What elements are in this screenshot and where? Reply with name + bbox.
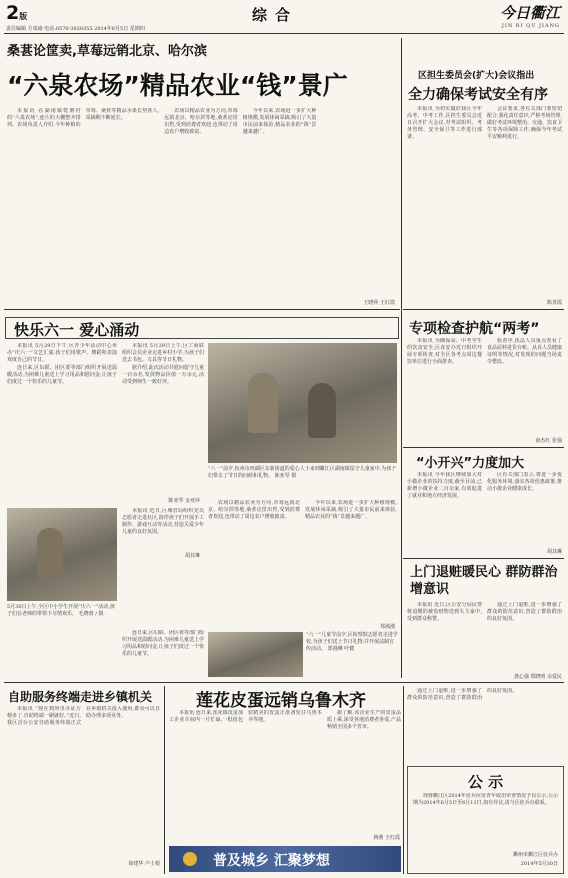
lead-byline: 王晓萍 王红霞: [363, 300, 395, 306]
notice-date: 2014年5月30日: [520, 861, 558, 867]
lead-paragraph: 本报讯 在湖南镇乾塘村的“六泉农场”,连片的大棚整齐排列。农场负责人介绍,今年种植的草莓、桑葚等精品水果长势喜人,采摘期不断延长。: [7, 108, 160, 128]
shangmen-title: 上门退赃暖民心 群防群治增意识: [410, 565, 558, 597]
page-number-unit: 版: [19, 12, 28, 21]
photo-3-caption: [306, 632, 398, 678]
notice-box: [407, 766, 564, 874]
section-rule-right: [403, 309, 564, 310]
zizhu-body: [7, 706, 160, 852]
page-number-digit: 2: [6, 2, 20, 24]
liangkao-paragraph: 检查中,执法人员重点查看了食品原料进货台账、从业人员健康证明等情况,对发现的问题当场责令整改。: [487, 338, 562, 365]
liangkao-body: [407, 338, 562, 434]
column-divider: [164, 686, 165, 874]
ad-logo: [183, 852, 197, 866]
lead-paragraph: 农场以精品农业为方向,草莓远销北京、哈尔滨等地,桑葚论筐出售,受到消费者欢迎,也带动了周边农户增收致富。: [164, 108, 238, 135]
lianhua-paragraph: 据了解,该企业生产的皮蛋品质上乘,深受各地消费者喜爱,产品畅销全国多个省市。: [327, 710, 401, 730]
kuaile-extra-body: [208, 500, 397, 620]
editor-line: 责任编辑 方成瑜 电话:0570-3838355 2014年6月5日 星期四: [6, 26, 145, 32]
notice-signer: 衢州市衢江区征兵办: [512, 852, 558, 858]
shangmen-paragraph: 本报讯 近日,区公安分局民警将追缴的被盗财物送到失主家中,受到群众称赞。: [407, 602, 482, 622]
lead-title: “六泉农场”精品农业“钱”景广: [7, 71, 348, 100]
section-title: 综合: [252, 6, 299, 24]
photo-1-caption: [208, 466, 397, 494]
zizhu-title: 自助服务终端走进乡镇机关: [8, 690, 153, 704]
kuaile-paragraph: 据介绍,此次活动共慰问留守儿童一百余名,发放物品价值一万余元,活动受到师生一致好评。: [122, 365, 204, 385]
xiaoxing-paragraph: 本报讯 今年我区继续加大对小微企业的扶持力度,截至目前,已新增小微企业二百余家,有效促进了就业和地方经济发展。: [407, 472, 482, 499]
meeting-paragraph: 本报讯 为切实做好我区今年高考、中考工作,区担生委员会近日召开扩大会议,对考试组织、考务管理、安全保卫等工作进行部署。: [407, 106, 482, 140]
xiaoxing-title: “小开兴”力度加大: [416, 456, 525, 471]
kuaile-paragraph: 本报讯 5月29日下午,区青少年活动中心举办“庆六一”文艺汇演,孩子们用歌声、舞蹈和表演欢度自己的节日。: [7, 343, 117, 363]
xiaoxing-byline: 胡其琳: [546, 549, 562, 555]
photo-1-caption-text: “六一”前夕,杭州市西湖区东新街道的爱心人士来到衢江区湖南镇留守儿童家中,为孩子们带去了节日的问候和礼物。: [208, 466, 397, 479]
bottom-rule: [4, 682, 564, 683]
kuaile-title: 快乐六一 爱心涌动: [14, 321, 140, 339]
meeting-body: [407, 106, 562, 296]
photo-2-caption: [7, 604, 117, 630]
page-number: [6, 2, 27, 24]
liangkao-paragraph: 本报讯 为确保高、中考学生的饮食安全,区食安办近日组织开展专项检查,对全区各考点周边餐饮单位进行全面排查。: [407, 338, 482, 365]
photo-3-caption-text: “六一”儿童节前夕,区检察院志愿者走进学校,为孩子们送上节日礼物,并开展法制宣传活动。: [306, 632, 398, 652]
meeting-title: 全力确保考试安全有序: [408, 87, 548, 103]
lead-paragraph: 今年以来,农场进一步扩大种植规模,发展休闲采摘,吸引了大量市民前来体验,精品农业的“钱”景越来越广。: [242, 108, 317, 135]
lead-kicker: 桑葚论筐卖,草莓远销北京、哈尔滨: [7, 44, 207, 59]
kuaile-paragraph: 今年以来,农场进一步扩大种植规模,发展休闲采摘,吸引了大量市民前来体验,精品农业的“钱”景越来越广。: [305, 500, 397, 520]
shangmen-body: [407, 602, 562, 672]
photo-2-credit: 毛晓蓉 / 摄: [78, 611, 104, 617]
masthead-rule: [4, 33, 564, 34]
brand-pinyin: JIN RI QU JIANG: [501, 23, 560, 29]
brand-logo-text: 今日衢江: [499, 4, 560, 22]
notice-paragraph: 现将衢江区2014年征兵应征青年政治审查情况予以公示,公示期为2014年6月5日至6月11日,如有异议,请与区征兵办联系。: [413, 793, 558, 806]
kuaile-body: [7, 343, 117, 505]
kuaile-title-box: [5, 317, 399, 339]
shangmen-tail-body: [407, 688, 562, 760]
kuaile-body-2b: [122, 508, 204, 618]
column-divider: [401, 38, 402, 678]
photo-3: [208, 632, 303, 677]
kuaile-body-2: [122, 343, 204, 493]
xiaoxing-paragraph: 区有关部门表示,将进一步优化服务环境,落实各项优惠政策,推动小微企业健康成长。: [487, 472, 562, 492]
liangkao-byline: 俞杰红 张强: [535, 438, 562, 444]
shangmen-paragraph: 通过上门退赃,进一步增强了群众的防范意识,营造了群防群治的良好氛围。: [487, 602, 562, 622]
photo-3-credit: 郑漫琳 叶健: [327, 646, 355, 652]
meeting-kicker: 区担生委员会(扩大)会议指出: [418, 71, 535, 81]
lianhua-title: 莲花皮蛋远销乌鲁木齐: [196, 691, 366, 711]
kuaile-paragraph: 本报讯 5月29日上午,区工商联组织会员企业走进乡村小学,为孩子们送去书包、文具等节日礼物。: [122, 343, 204, 363]
kuaile-paragraph: 连日来,区妇联、团区委等部门组织开展送温暖活动,为困难儿童送上学习用品和慰问金,让孩子们度过一个快乐的儿童节。: [122, 630, 204, 657]
kuaile-tail-body: [122, 630, 204, 678]
section-rule: [4, 309, 400, 310]
liangkao-title: 专项检查护航“两考”: [409, 321, 540, 337]
kuaile-byline-2: 胡其琳: [184, 553, 200, 559]
kuaile-paragraph: 本报讯 近日,区城管局组织党员志愿者走进社区,陪伴孩子们开展手工制作、游戏互动等活动,营造关爱少年儿童的良好氛围。: [122, 508, 204, 535]
meeting-paragraph: 会议要求,各有关部门要密切配合,强化责任意识,严格考场管理,做好考试环境整治、交通、饮食卫生等各项保障工作,确保今年考试平安顺利进行。: [487, 106, 562, 140]
kuaile-photo-1: [208, 343, 397, 463]
zizhu-byline: 徐建华 卢士根: [128, 861, 160, 867]
ad-banner: [169, 846, 401, 872]
lead-body: [7, 108, 395, 296]
kuaile-paragraph: 连日来,区妇联、团区委等部门组织开展送温暖活动,为困难儿童送上学习用品和慰问金,让孩子们度过一个快乐的儿童节。: [7, 365, 117, 385]
brand-logo: [484, 2, 560, 29]
lianhua-body: [169, 710, 401, 832]
notice-body: [413, 793, 558, 845]
kuaile-paragraph: 农场以精品农业为方向,草莓远销北京、哈尔滨等地,桑葚论筐出售,受到消费者欢迎,也带动了周边农户增收致富。: [208, 500, 300, 520]
lianhua-paragraph: 本报讯 连日来,莲花镇皮蛋加工企业车间内一片忙碌,一批批包装精美的皮蛋正准备发往乌鲁木齐等地。: [169, 710, 322, 723]
notice-title: 公 示: [467, 773, 504, 791]
photo-figure: [248, 373, 278, 433]
divider: [403, 447, 564, 448]
column-divider: [403, 686, 404, 874]
photo-figure: [37, 528, 63, 578]
xiaoxing-body: [407, 472, 562, 546]
kuaile-byline-3: 郑漫漫: [379, 624, 395, 630]
lianhua-byline: 蒋燕 王红霞: [373, 835, 400, 841]
zizhu-paragraph: 本报讯 “现在到所里办证方便多了,自助终端一刷就好。”近日,我区首台公安自助服务终端正式在乡镇机关投入使用,群众可以自助办理多项业务。: [7, 706, 160, 726]
divider: [403, 558, 564, 559]
ad-text: 普及城乡 汇聚梦想: [213, 853, 330, 869]
shangmen-byline: 龚心强 郑晓明 余爱民: [513, 674, 562, 680]
masthead: [0, 0, 568, 34]
kuaile-photo-2: [7, 508, 117, 601]
photo-1-credit: 陈亚琴 摄: [274, 473, 297, 479]
photo-figure: [308, 383, 336, 438]
kuaile-byline-1: 陈亚琴 金亚萍: [168, 498, 200, 504]
photo-2-caption-text: 5月30日上午,全区中小学生开展“庆六一”活动,孩子们在老师的带领下尽情欢乐。: [7, 604, 115, 617]
shangmen-paragraph: 通过上门退赃,进一步增强了群众的防范意识,营造了群防群治的良好氛围。: [407, 688, 518, 701]
meeting-byline: 陈善霞: [546, 300, 562, 306]
